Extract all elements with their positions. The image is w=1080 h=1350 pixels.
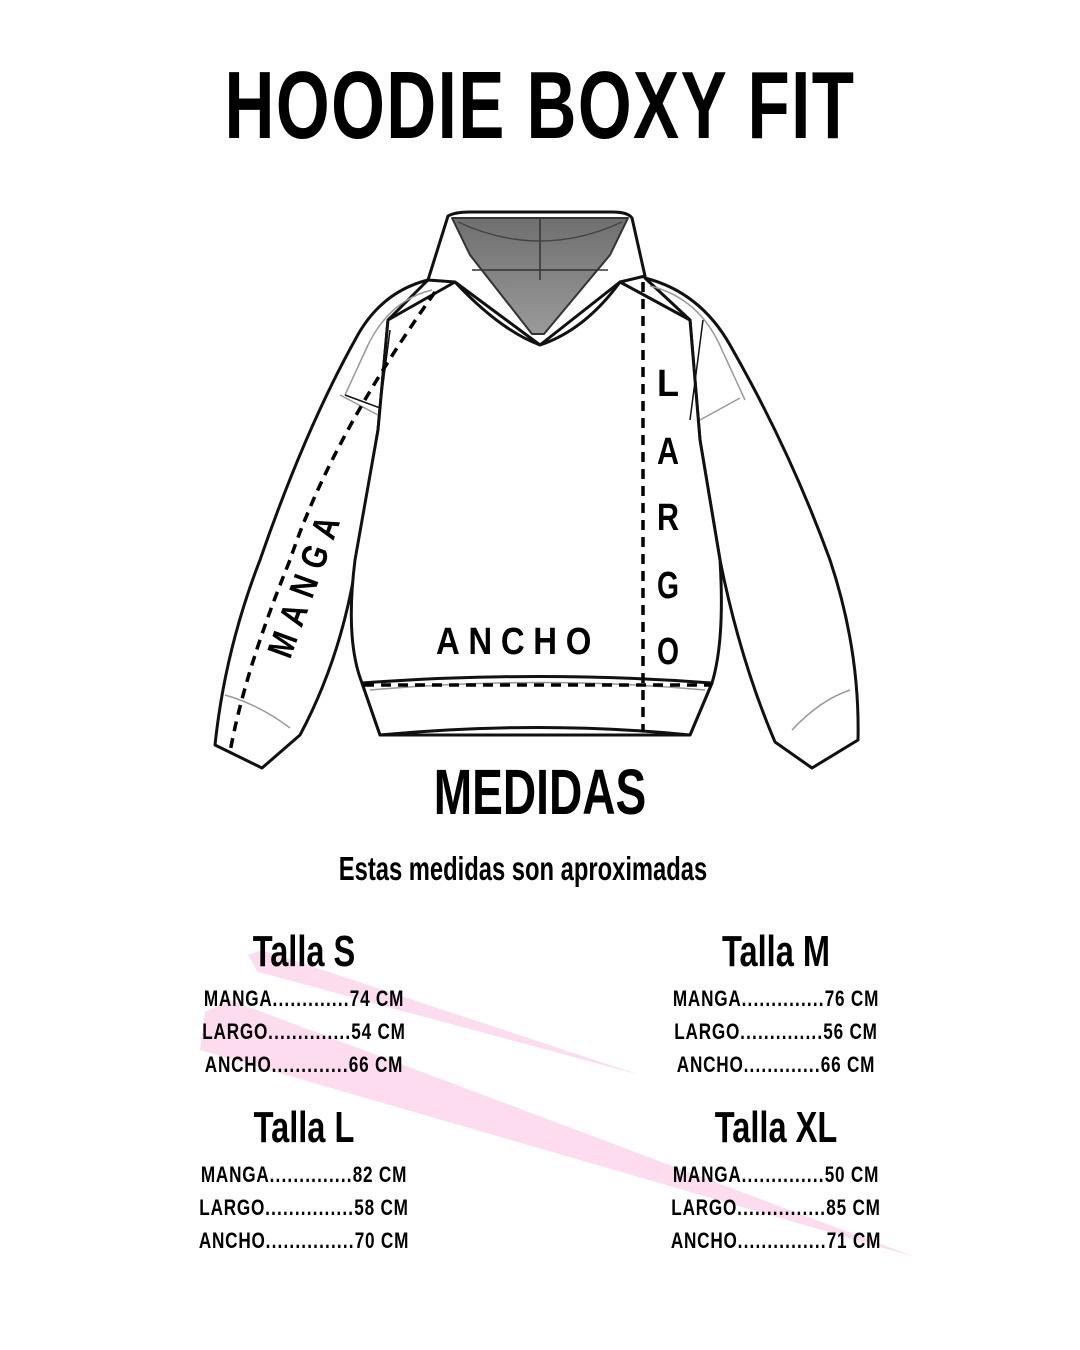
sleeve-label: MANGA — [258, 501, 351, 663]
svg-text:A: A — [657, 431, 679, 473]
size-block-l — [144, 1103, 464, 1257]
size-row-width: ANCHO.............66 CM — [676, 1052, 876, 1077]
size-block-s — [144, 927, 464, 1081]
size-block-xl — [616, 1103, 936, 1257]
size-row-sleeve: MANGA..............76 CM — [672, 986, 880, 1011]
size-row-length: LARGO..............54 CM — [202, 1019, 406, 1044]
width-label: ANCHO — [436, 621, 600, 663]
svg-text:L: L — [657, 363, 679, 405]
svg-text:O: O — [657, 631, 679, 673]
section-subtitle: Estas medidas son aproximadas — [338, 850, 708, 887]
svg-text:R: R — [657, 497, 679, 539]
size-row-sleeve: MANGA..............82 CM — [200, 1162, 408, 1187]
size-title: Talla XL — [714, 1103, 838, 1152]
svg-text:G: G — [657, 565, 679, 607]
size-row-width: ANCHO...............70 CM — [198, 1228, 410, 1253]
section-title: MEDIDAS — [433, 756, 647, 828]
size-row-length: LARGO...............85 CM — [671, 1195, 881, 1220]
size-row-width: ANCHO.............66 CM — [204, 1052, 404, 1077]
size-row-width: ANCHO...............71 CM — [670, 1228, 882, 1253]
size-row-length: LARGO..............56 CM — [674, 1019, 878, 1044]
size-block-m — [616, 927, 936, 1081]
size-row-length: LARGO...............58 CM — [199, 1195, 409, 1220]
page-title: HOODIE BOXY FIT — [224, 52, 856, 159]
size-title: Talla L — [253, 1103, 355, 1152]
size-title: Talla S — [252, 927, 356, 976]
size-row-sleeve: MANGA..............50 CM — [672, 1162, 880, 1187]
size-title: Talla M — [722, 927, 830, 976]
size-row-sleeve: MANGA.............74 CM — [203, 986, 405, 1011]
